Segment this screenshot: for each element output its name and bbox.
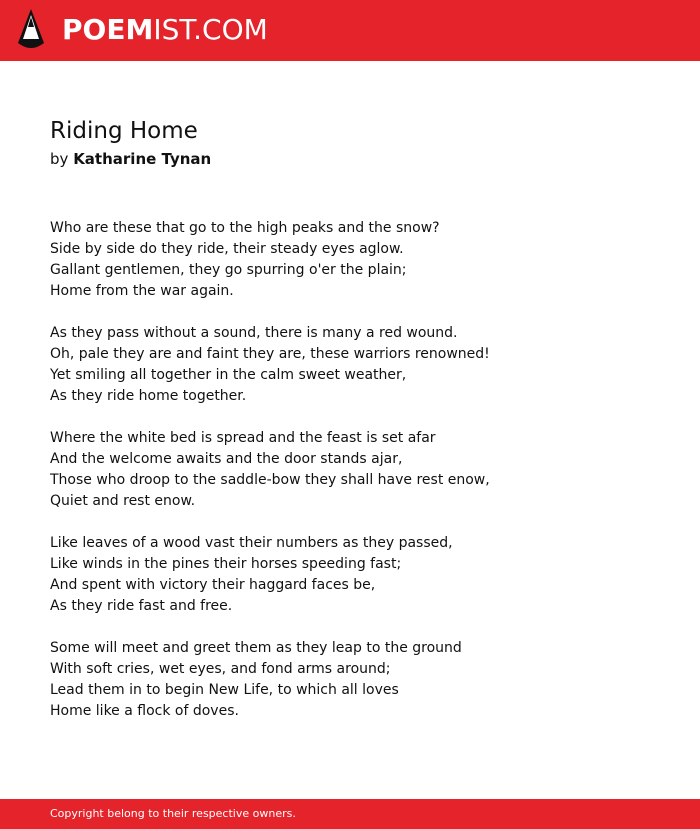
poem-line: Gallant gentlemen, they go spurring o'er the plain;: [50, 262, 407, 278]
poem-body: [50, 218, 670, 743]
site-header: [0, 0, 700, 61]
poem-line: Oh, pale they are and faint they are, these warriors renowned!: [50, 346, 490, 362]
poem-line: Who are these that go to the high peaks and the snow?: [50, 220, 440, 236]
poem-line: And the welcome awaits and the door stands ajar,: [50, 451, 403, 467]
stanza: [50, 323, 670, 407]
poem-line: Side by side do they ride, their steady eyes aglow.: [50, 241, 404, 257]
site-footer: [0, 799, 700, 829]
poem-author: Katharine Tynan: [73, 150, 212, 168]
stanza: [50, 533, 670, 617]
poem-line: And spent with victory their haggard faces be,: [50, 577, 376, 593]
poem-byline: [50, 148, 211, 170]
poem-line: As they pass without a sound, there is many a red wound.: [50, 325, 458, 341]
logo-text-light: IST.COM: [153, 13, 268, 46]
pencil-icon[interactable]: [18, 9, 44, 51]
stanza: [50, 218, 670, 302]
poem-line: Home from the war again.: [50, 283, 234, 299]
poem-line: Some will meet and greet them as they leap to the ground: [50, 640, 462, 656]
byline-prefix: by: [50, 150, 69, 168]
stanza: [50, 638, 670, 722]
poem-line: With soft cries, wet eyes, and fond arms around;: [50, 661, 391, 677]
stanza: [50, 428, 670, 512]
poem-title: Riding Home: [50, 118, 198, 144]
poem-line: Like winds in the pines their horses speeding fast;: [50, 556, 402, 572]
site-logo[interactable]: [62, 12, 268, 48]
poem-line: Like leaves of a wood vast their numbers as they passed,: [50, 535, 453, 551]
poem-line: Quiet and rest enow.: [50, 493, 196, 509]
poem-line: Yet smiling all together in the calm sweet weather,: [50, 367, 407, 383]
copyright-text: Copyright belong to their respective owners.: [50, 807, 296, 820]
poem-line: Home like a flock of doves.: [50, 703, 239, 719]
poem-line: Where the white bed is spread and the feast is set afar: [50, 430, 436, 446]
logo-text-bold: POEM: [62, 13, 154, 46]
poem-line: Lead them in to begin New Life, to which all loves: [50, 682, 399, 698]
poem-line: As they ride home together.: [50, 388, 247, 404]
poem-line: Those who droop to the saddle-bow they shall have rest enow,: [50, 472, 490, 488]
poem-line: As they ride fast and free.: [50, 598, 233, 614]
